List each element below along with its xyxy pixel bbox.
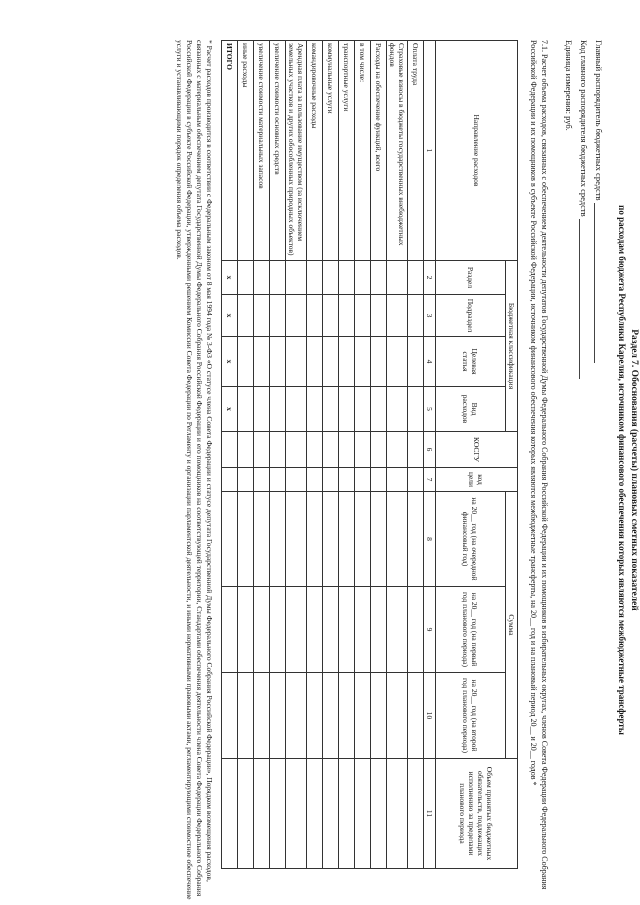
table-body [222, 41, 424, 869]
table-cell [355, 337, 371, 387]
table-cell [270, 673, 286, 759]
header-direction: Направление расходов [436, 41, 518, 261]
table-cell [371, 673, 387, 759]
table-cell [238, 432, 254, 468]
table-cell [238, 673, 254, 759]
section-heading: Раздел 7. Обоснования (расчеты) плановых сметных показателей [629, 329, 639, 611]
total-mark: х [222, 261, 238, 295]
table-cell [408, 261, 424, 295]
header-target-code: код цели [436, 468, 518, 492]
table-cell [355, 673, 371, 759]
table-cell [323, 337, 339, 387]
header-field-distributor [594, 40, 604, 900]
table-cell [339, 587, 355, 673]
table-cell [339, 468, 355, 492]
table-cell [270, 587, 286, 673]
table-cell [387, 261, 408, 295]
table-cell [387, 468, 408, 492]
table-cell [307, 295, 323, 337]
table-row [270, 41, 286, 869]
table-cell [222, 673, 238, 759]
total-mark: х [222, 337, 238, 387]
table-row [286, 41, 307, 869]
column-number: 9 [424, 587, 436, 673]
table-row [387, 41, 408, 869]
header-target-article: Целевая статья [436, 337, 506, 387]
table-cell [286, 337, 307, 387]
table-cell [307, 492, 323, 587]
column-number: 6 [424, 432, 436, 468]
row-label: увеличение стоимости основных средств [270, 41, 286, 261]
table-cell [323, 387, 339, 432]
section-subheading: по расходам бюджета Республики Карелия, источником финансового обеспечения которых являются межбюджетные трансферты [617, 205, 627, 735]
table-cell [254, 468, 270, 492]
column-number: 1 [424, 41, 436, 261]
table-cell [339, 295, 355, 337]
table-cell [270, 295, 286, 337]
header-year-3: на 20__ год (на второй год планового периода) [436, 673, 506, 759]
header-obligations: Объем принятых бюджетных обязательств, подлежащих исполнению за пределами планового периода [436, 759, 518, 869]
table-cell [323, 468, 339, 492]
table-cell [371, 295, 387, 337]
header-expense-type: Вид расходов [436, 387, 506, 432]
total-row [222, 41, 238, 869]
table-cell [222, 587, 238, 673]
table-cell [323, 759, 339, 869]
row-label: Арендная плата за пользование имуществом (за исключением земельных участков и других обособленных природных объектов) [286, 41, 307, 261]
blank-line [594, 203, 603, 363]
header-subsection: Подраздел [436, 295, 506, 337]
table-cell [222, 468, 238, 492]
table-cell [371, 759, 387, 869]
table-cell [408, 587, 424, 673]
total-mark: х [222, 387, 238, 432]
total-label: ИТОГО [222, 41, 238, 261]
header-year-2: на 20__ год (на первый год планового периода) [436, 587, 506, 673]
table-cell [355, 387, 371, 432]
row-label: увеличение стоимости материальных запасов [254, 41, 270, 261]
table-cell [387, 492, 408, 587]
table-cell [323, 587, 339, 673]
header-field-unit [564, 40, 574, 900]
column-number: 4 [424, 337, 436, 387]
table-cell [339, 673, 355, 759]
table-cell [307, 432, 323, 468]
column-number: 3 [424, 295, 436, 337]
row-label: транспортные услуги [339, 41, 355, 261]
subsection-title: 7.1. Расчет объема расходов, связанных с обеспечением деятельности депутатов Государственной Думы Федерального Собрания Российской Федерации и их помощников в избирательных округах, членов Совета Федерации Федерального Собрания Российской Федерации и их помощников в субъекте Российской Федерации, источником финансового обеспечения которых являются межбюджетные трансферты, на 20__ год и на плановый период 20__ и 20__ годов * [529, 40, 549, 890]
table-cell [371, 432, 387, 468]
footnote: * Расчет расходов производится в соответствии с Федеральным законом от 8 мая 1994 года № 3-ФЗ «О статусе члена Совета Федерации и статусе депутата Государственной Думы Федерального Собрания Российской Федерации», Порядком возмещения расходов, связанных с материальным обеспечением депутата Государственной Думы Федерального Собрания Российской Федерации и его помощников на соответствующей территории, Стандартами обеспечения деятельности члена Совета Федерации Федерального Собрания Российской Федерации в субъекте Российской Федерации, утвержденными решением Комиссии Совета Федерации по Регламенту и организации парламентской деятельности, и иными нормативными правовыми актами, регламентирующими стоимостное обеспечение услуги и устанавливающими порядок определения объема расходов. [175, 40, 214, 900]
table-cell [238, 261, 254, 295]
table-cell [286, 759, 307, 869]
total-mark: х [222, 295, 238, 337]
table-cell [222, 759, 238, 869]
table-cell [307, 387, 323, 432]
table-cell [387, 295, 408, 337]
table-cell [408, 337, 424, 387]
table-cell [408, 387, 424, 432]
table-cell [254, 261, 270, 295]
table-cell [238, 295, 254, 337]
table-cell [238, 492, 254, 587]
table-cell [339, 432, 355, 468]
table-cell [387, 673, 408, 759]
table-cell [355, 468, 371, 492]
table-row [355, 41, 371, 869]
table-cell [286, 387, 307, 432]
table-cell [286, 587, 307, 673]
row-label: Расходы на обеспечение функций, всего [371, 41, 387, 261]
column-number: 2 [424, 261, 436, 295]
row-label: коммунальные услуги [323, 41, 339, 261]
blank-line [579, 219, 588, 379]
header-field-distributor-code [579, 40, 589, 900]
column-number: 5 [424, 387, 436, 432]
table-row [408, 41, 424, 869]
table-cell [387, 337, 408, 387]
table-cell [238, 468, 254, 492]
table-cell [254, 337, 270, 387]
table-row [323, 41, 339, 869]
table-cell [408, 468, 424, 492]
table-cell [355, 261, 371, 295]
rotated-content [50, 40, 640, 900]
table-cell [286, 468, 307, 492]
table-row [254, 41, 270, 869]
table-cell [254, 587, 270, 673]
table-cell [307, 261, 323, 295]
table-cell [254, 432, 270, 468]
header-field-label: Код главного распорядителя бюджетных средств [579, 40, 589, 217]
table-row [307, 41, 323, 869]
header-kosgu: КОСГУ [436, 432, 518, 468]
table-cell [355, 432, 371, 468]
table-cell [339, 492, 355, 587]
table-cell [323, 673, 339, 759]
header-budget-classification: Бюджетная классификация [506, 261, 518, 432]
table-cell [339, 387, 355, 432]
table-cell [286, 492, 307, 587]
table-row [339, 41, 355, 869]
table-cell [307, 468, 323, 492]
column-number: 10 [424, 673, 436, 759]
table-cell [254, 759, 270, 869]
table-cell [238, 337, 254, 387]
table-cell [238, 587, 254, 673]
row-label: Страховые взносы в бюджеты государственных внебюджетных фондов [387, 41, 408, 261]
table-row [238, 41, 254, 869]
table-cell [270, 492, 286, 587]
table-cell [371, 492, 387, 587]
column-number: 7 [424, 468, 436, 492]
table-cell [307, 673, 323, 759]
table-cell [286, 673, 307, 759]
table-cell [254, 673, 270, 759]
table-cell [355, 759, 371, 869]
table-cell [238, 387, 254, 432]
table-cell [254, 295, 270, 337]
table-cell [387, 759, 408, 869]
row-label: Оплата труда [408, 41, 424, 261]
table-cell [408, 492, 424, 587]
table-cell [307, 337, 323, 387]
table-cell [286, 295, 307, 337]
table-cell [222, 432, 238, 468]
table-cell [371, 587, 387, 673]
table-cell [323, 492, 339, 587]
table-cell [270, 337, 286, 387]
table-cell [371, 337, 387, 387]
table-cell [270, 387, 286, 432]
table-cell [323, 261, 339, 295]
row-label: командировочные расходы [307, 41, 323, 261]
table-row [371, 41, 387, 869]
table-cell [408, 759, 424, 869]
table-cell [387, 387, 408, 432]
table-cell [286, 432, 307, 468]
header-field-label: Главный распорядитель бюджетных средств [594, 40, 604, 201]
table-cell [270, 468, 286, 492]
header-section: Раздел [436, 261, 506, 295]
table-cell [286, 261, 307, 295]
table-cell [408, 295, 424, 337]
column-number: 8 [424, 492, 436, 587]
table-cell [355, 295, 371, 337]
table-cell [355, 492, 371, 587]
table-cell [254, 387, 270, 432]
table-cell [307, 759, 323, 869]
table-cell [387, 432, 408, 468]
column-number: 11 [424, 759, 436, 869]
header-year-1: на 20__ год (на очередной финансовый год) [436, 492, 506, 587]
table-cell [323, 432, 339, 468]
table-cell [387, 587, 408, 673]
table-cell [371, 468, 387, 492]
header-sum: Сумма [506, 492, 518, 759]
table-cell [238, 759, 254, 869]
table-cell [371, 387, 387, 432]
header-field-label: Единица измерения: руб. [564, 40, 574, 131]
row-label: иные расходы [238, 41, 254, 261]
table-cell [371, 261, 387, 295]
table-cell [222, 492, 238, 587]
table-cell [323, 295, 339, 337]
table-cell [270, 432, 286, 468]
table-cell [339, 261, 355, 295]
row-label: в том числе: [355, 41, 371, 261]
table-cell [408, 432, 424, 468]
table-cell [408, 673, 424, 759]
table-cell [270, 759, 286, 869]
table-cell [270, 261, 286, 295]
table-cell [307, 587, 323, 673]
table-cell [339, 337, 355, 387]
table-cell [355, 587, 371, 673]
table-cell [254, 492, 270, 587]
calculation-table [221, 40, 518, 869]
table-cell [339, 759, 355, 869]
